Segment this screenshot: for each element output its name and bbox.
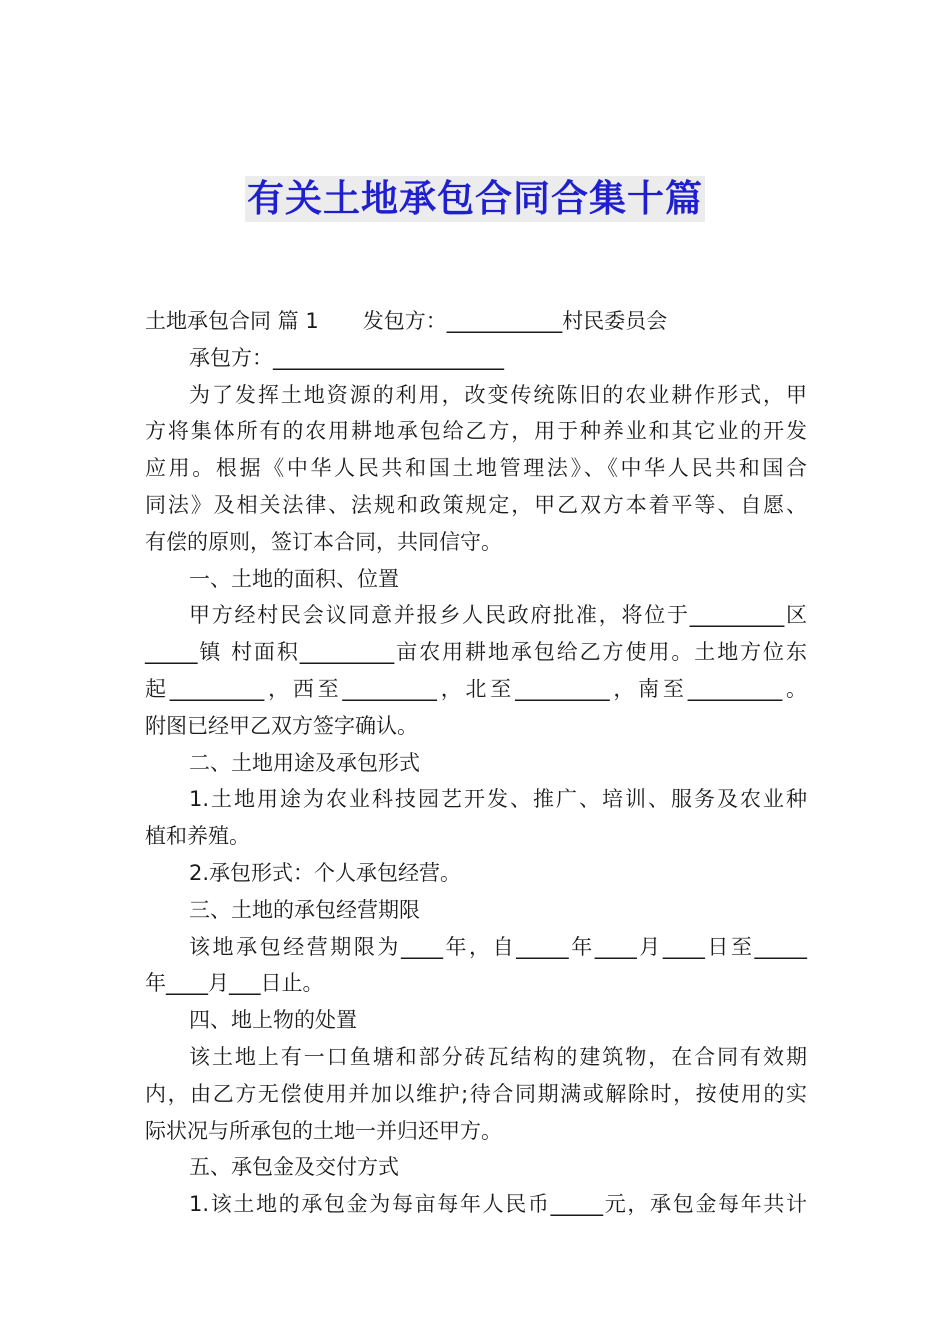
section-heading: 四、地上物的处置 (189, 1008, 357, 1033)
paragraph-line: 甲方经村民会议同意并报乡人民政府批准，将位于_________区 (189, 603, 807, 628)
section-heading: 一、土地的面积、位置 (189, 566, 399, 591)
contract-heading-line (145, 303, 807, 340)
paragraph-line: 际状况与所承包的土地一并归还甲方。 (145, 1118, 502, 1143)
section-heading: 五、承包金及交付方式 (189, 1155, 399, 1180)
contract-body (145, 303, 807, 1223)
paragraph-line: 2.承包形式：个人承包经营。 (189, 860, 462, 885)
paragraph-line: 年____月___日止。 (145, 971, 324, 996)
title-wrap (0, 176, 950, 222)
contractee-line: 承包方：______________________ (189, 345, 504, 370)
document-title: 有关土地承包合同合集十篇 (247, 177, 703, 220)
section-heading: 土地承包合同 篇 1 (145, 309, 319, 333)
paragraph-line: 1.该土地的承包金为每亩每年人民币_____元，承包金每年共计 (189, 1192, 807, 1217)
section-heading: 三、土地的承包经营期限 (189, 897, 420, 922)
paragraph-line: 该土地上有一口鱼塘和部分砖瓦结构的建筑物，在合同有效期 (189, 1044, 807, 1069)
paragraph-line: 附图已经甲乙双方签字确认。 (145, 713, 418, 738)
paragraph-line: 内，由乙方无偿使用并加以维护;待合同期满或解除时，按使用的实 (145, 1081, 807, 1106)
section-heading: 二、土地用途及承包形式 (189, 750, 420, 775)
contractor-party: 发包方：___________村民委员会 (362, 309, 668, 333)
paragraph-line: 应用。根据《中华人民共和国土地管理法》、《中华人民共和国合 (145, 456, 807, 481)
paragraph-line: 植和养殖。 (145, 824, 250, 849)
paragraph-line: 该地承包经营期限为____年，自_____年____月____日至_____ (189, 934, 807, 959)
paragraph-line: 有偿的原则，签订本合同，共同信守。 (145, 529, 502, 554)
paragraph-line: 起_________，西至_________，北至_________，南至_________。 (145, 676, 807, 701)
paragraph-line: 同法》及相关法律、法规和政策规定，甲乙双方本着平等、自愿、 (145, 492, 807, 517)
paragraph-line: 方将集体所有的农用耕地承包给乙方，用于种养业和其它业的开发 (145, 419, 807, 444)
paragraph-line: 为了发挥土地资源的利用，改变传统陈旧的农业耕作形式，甲 (189, 382, 807, 407)
paragraph-line: _____镇 村面积_________亩农用耕地承包给乙方使用。土地方位东 (145, 640, 807, 665)
paragraph-line: 1.土地用途为农业科技园艺开发、推广、培训、服务及农业种 (189, 787, 807, 812)
